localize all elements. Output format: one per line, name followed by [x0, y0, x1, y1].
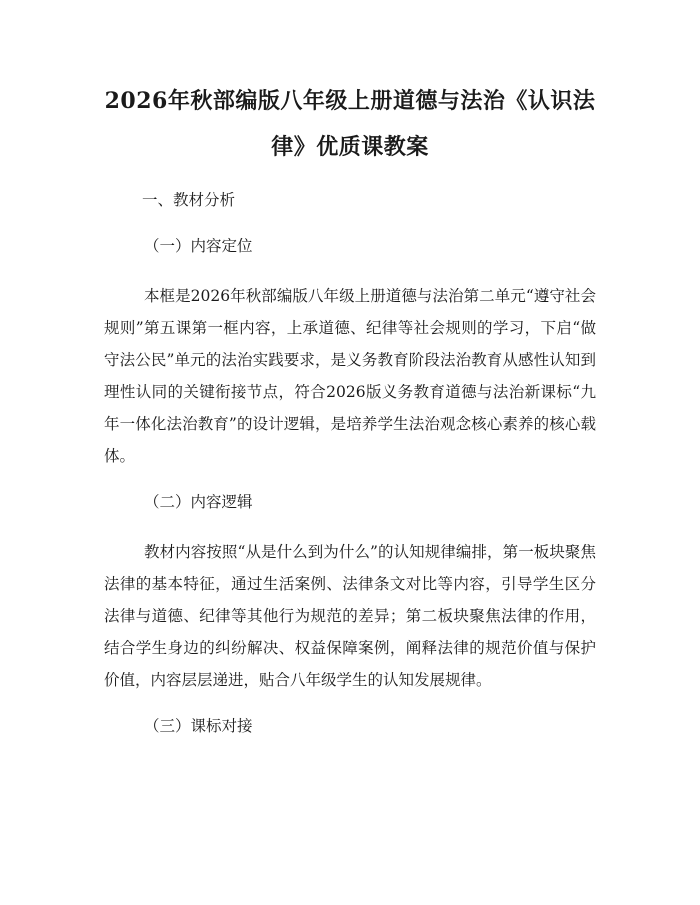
section-heading-textbook-analysis: 一、教材分析: [142, 191, 236, 209]
paragraph-content-positioning: 本框是2026年秋部编版八年级上册道德与法治第二单元“遵守社会规则”第五课第一框内容，上承道德、纪律等社会规则的学习，下启“做守法公民”单元的法治实践要求，是义务教育阶段法治教育从感性认知到理性认同的关键衔接节点，符合2026版义务教育道德与法治新课标“九年一体化法治教育”的设计逻辑，是培养学生法治观念核心素养的核心载体。: [104, 287, 596, 465]
subsection-heading-content-positioning: （一）内容定位: [144, 237, 253, 255]
subsection-heading-curriculum-alignment: （三）课标对接: [144, 717, 253, 735]
subsection-heading-content-logic: （二）内容逻辑: [144, 493, 253, 511]
paragraph-content-logic: 教材内容按照“从是什么到为什么”的认知规律编排，第一板块聚焦法律的基本特征，通过生活案例、法律条文对比等内容，引导学生区分法律与道德、纪律等其他行为规范的差异；第二板块聚焦法律的作用，结合学生身边的纠纷解决、权益保障案例，阐释法律的规范价值与保护价值，内容层层递进，贴合八年级学生的认知发展规律。: [104, 543, 596, 689]
document-title: 2026年秋部编版八年级上册道德与法治《认识法律》优质课教案: [104, 88, 596, 160]
